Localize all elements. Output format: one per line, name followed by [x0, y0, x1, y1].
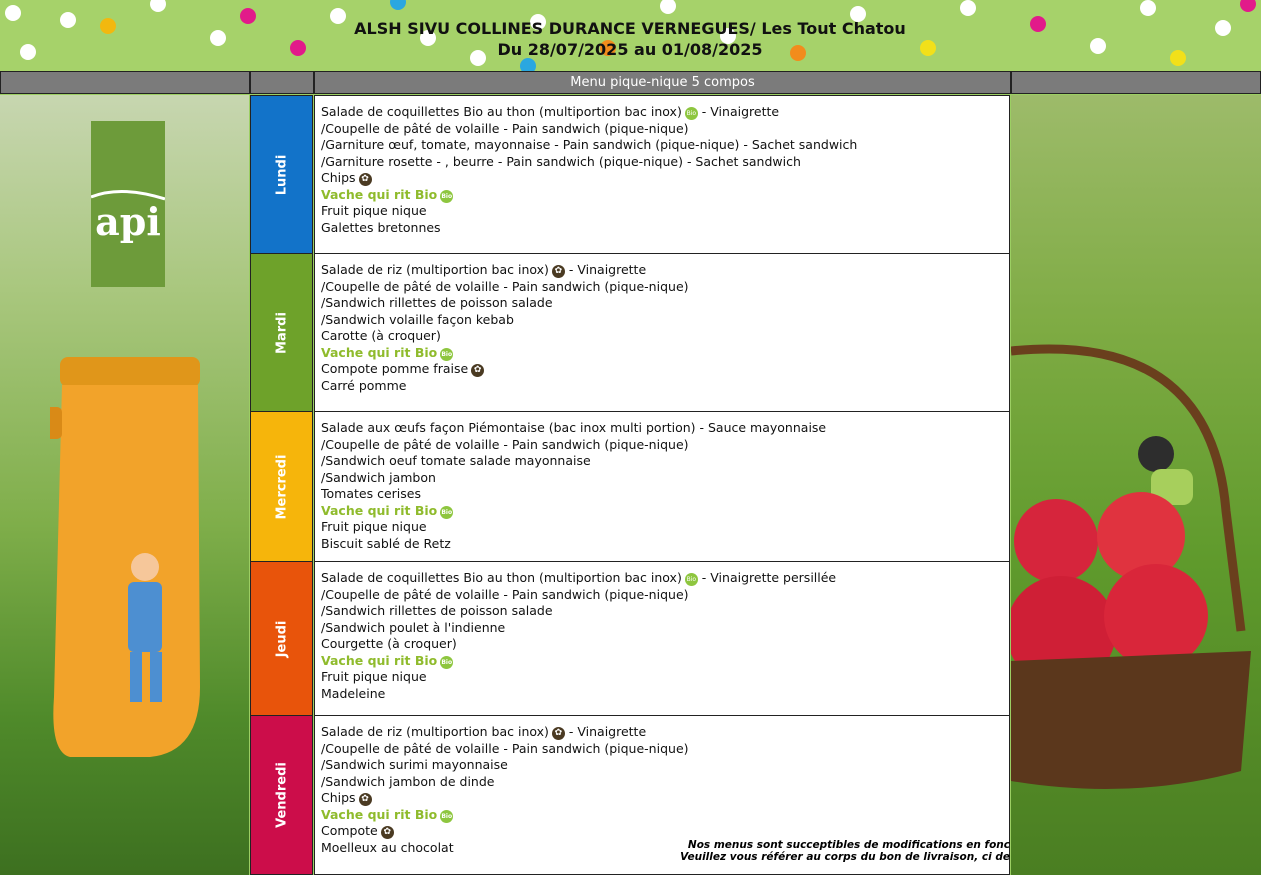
day-label-jeudi: [250, 561, 313, 716]
menu-item-text: Compote: [321, 823, 378, 838]
menu-item-text: Biscuit sablé de Retz: [321, 535, 451, 551]
menu-item: [321, 470, 1009, 487]
footer-note-line-1: Nos menus sont succeptibles de modifications en fonc: [687, 839, 1010, 851]
menu-item-text: /Sandwich surimi mayonnaise: [321, 757, 508, 772]
menu-item: [321, 653, 1009, 670]
menu-item-text: /Coupelle de pâté de volaille - Pain sandwich (pique-nique): [321, 120, 689, 136]
banner-dot: [60, 12, 76, 28]
bio-icon: Bio: [440, 348, 453, 361]
menu-item: [321, 603, 1009, 620]
local-icon: ✿: [552, 727, 565, 740]
menu-item-text: /Sandwich poulet à l'indienne: [321, 619, 506, 635]
menu-item: [321, 420, 1009, 437]
right-photo-panel: [1011, 95, 1261, 875]
menu-item-text: /Garniture œuf, tomate, mayonnaise - Pain sandwich (pique-nique) - Sachet sandwich: [321, 137, 858, 152]
day-name: Mercredi: [274, 454, 289, 519]
menu-item: [321, 345, 1009, 362]
menu-item-suffix: - Vinaigrette persillée: [697, 570, 837, 585]
menu-item: [321, 137, 1009, 154]
page-title: [250, 18, 1010, 60]
menu-item: [321, 437, 1009, 454]
menu-item-text: Salade de coquillettes Bio au thon (multiportion bac inox): [321, 104, 682, 119]
menu-item: [321, 620, 1009, 637]
day-label-vendredi: [250, 715, 313, 875]
banner-dot: [960, 0, 976, 16]
bio-icon: Bio: [685, 107, 698, 120]
menu-item-text: Salade aux œufs façon Piémontaise (bac inox multi portion) - Sauce mayonnaise: [321, 420, 827, 435]
bio-icon: Bio: [685, 573, 698, 586]
menu-item-text: Compote pomme fraise: [321, 361, 469, 376]
api-logo-text: api: [95, 199, 161, 244]
day-name: Jeudi: [274, 620, 289, 657]
rain-boot-illustration: [50, 357, 202, 757]
menu-item: [321, 486, 1009, 503]
menu-item-text: Chips: [321, 170, 356, 185]
menu-item-text: Vache qui rit Bio: [321, 502, 438, 518]
day-label-mardi: [250, 253, 313, 412]
menu-item: [321, 203, 1009, 220]
banner-dot: [1170, 50, 1186, 66]
day-name: Vendredi: [274, 762, 289, 828]
day-label-mercredi: [250, 411, 313, 562]
banner-dot: [390, 0, 406, 10]
menu-item-text: /Coupelle de pâté de volaille - Pain sandwich (pique-nique): [321, 436, 689, 452]
menu-item-text: /Coupelle de pâté de volaille - Pain sandwich (pique-nique): [321, 740, 689, 756]
banner-dot: [5, 5, 21, 21]
menu-cell-mercredi: [314, 411, 1010, 562]
local-icon: ✿: [359, 793, 372, 806]
menu-item: [321, 121, 1009, 138]
banner-dot: [210, 30, 226, 46]
menu-item-text: Carré pomme: [321, 377, 407, 393]
menu-item: [321, 587, 1009, 604]
menu-item-text: Fruit pique nique: [321, 203, 427, 218]
left-photo-panel: [0, 95, 249, 875]
menu-item-text: Vache qui rit Bio: [321, 344, 438, 360]
menu-item: [321, 757, 1009, 774]
menu-item: [321, 361, 1009, 378]
menu-item: [321, 536, 1009, 553]
header-banner: [0, 0, 1261, 71]
menu-item-suffix: - Vinaigrette: [564, 262, 647, 277]
banner-dot: [20, 44, 36, 60]
local-icon: ✿: [471, 364, 484, 377]
banner-dot: [1090, 38, 1106, 54]
apple-basket-illustration: [1011, 331, 1261, 875]
menu-item: [321, 279, 1009, 296]
menu-item-text: /Sandwich volaille façon kebab: [321, 311, 514, 327]
menu-cell-mardi: [314, 253, 1010, 412]
banner-dot: [1030, 16, 1046, 32]
banner-dot: [660, 0, 676, 14]
menu-item-text: Salade de riz (multiportion bac inox): [321, 724, 549, 739]
menu-item-text: Carotte (à croquer): [321, 328, 441, 343]
menu-item: [321, 636, 1009, 653]
menu-item: [321, 187, 1009, 204]
day-label-lundi: [250, 95, 313, 254]
banner-dot: [1140, 0, 1156, 16]
title-line-2: Du 28/07/2025 au 01/08/2025: [497, 40, 763, 59]
menu-item: [321, 724, 1009, 741]
footer-note: [650, 839, 1010, 863]
menu-item: [321, 790, 1009, 807]
menu-item: [321, 154, 1009, 171]
menu-item: [321, 170, 1009, 187]
menu-item: [321, 262, 1009, 279]
day-name: Mardi: [274, 311, 289, 354]
menu-item-text: /Sandwich jambon: [321, 469, 436, 485]
menu-item-text: Galettes bretonnes: [321, 219, 441, 235]
menu-item: [321, 823, 1009, 840]
menu-cell-jeudi: [314, 561, 1010, 716]
menu-item-text: /Coupelle de pâté de volaille - Pain sandwich (pique-nique): [321, 278, 689, 294]
banner-dot: [1240, 0, 1256, 12]
bio-icon: Bio: [440, 190, 453, 203]
local-icon: ✿: [552, 265, 565, 278]
api-logo: [91, 121, 165, 287]
menu-item: [321, 669, 1009, 686]
header-cell-day: [250, 71, 314, 94]
title-line-1: ALSH SIVU COLLINES DURANCE VERNEGUES/ Les Tout Chatou: [354, 19, 906, 38]
menu-item-text: /Sandwich jambon de dinde: [321, 773, 495, 789]
menu-item: [321, 453, 1009, 470]
menu-item-text: Salade de coquillettes Bio au thon (multiportion bac inox): [321, 570, 682, 585]
day-name: Lundi: [274, 154, 289, 195]
menu-item-text: Vache qui rit Bio: [321, 806, 438, 822]
menu-item-text: /Sandwich rillettes de poisson salade: [321, 603, 553, 618]
local-icon: ✿: [381, 826, 394, 839]
menu-item: [321, 807, 1009, 824]
menu-item-text: /Sandwich rillettes de poisson salade: [321, 295, 553, 310]
menu-item: [321, 104, 1009, 121]
menu-item: [321, 378, 1009, 395]
menu-item: [321, 519, 1009, 536]
menu-item-text: Moelleux au chocolat: [321, 839, 454, 855]
menu-item-text: Courgette (à croquer): [321, 636, 457, 651]
local-icon: ✿: [359, 173, 372, 186]
menu-item-text: Madeleine: [321, 685, 386, 701]
menu-item: [321, 741, 1009, 758]
menu-item: [321, 295, 1009, 312]
banner-dot: [100, 18, 116, 34]
menu-item: [321, 312, 1009, 329]
menu-item-suffix: - Vinaigrette: [697, 104, 780, 119]
column-title: Menu pique-nique 5 compos: [314, 71, 1011, 94]
bio-icon: Bio: [440, 656, 453, 669]
banner-dot: [1215, 20, 1231, 36]
menu-item-text: Tomates cerises: [321, 486, 421, 501]
menu-item-text: /Coupelle de pâté de volaille - Pain sandwich (pique-nique): [321, 586, 689, 602]
menu-item: [321, 328, 1009, 345]
menu-item: [321, 570, 1009, 587]
menu-item-text: /Garniture rosette - , beurre - Pain sandwich (pique-nique) - Sachet sandwich: [321, 153, 801, 169]
bio-icon: Bio: [440, 810, 453, 823]
header-cell-left: [0, 71, 250, 94]
menu-item-text: Vache qui rit Bio: [321, 186, 438, 202]
menu-cell-lundi: [314, 95, 1010, 254]
menu-item-text: Vache qui rit Bio: [321, 652, 438, 668]
menu-item: [321, 774, 1009, 791]
menu-item-text: Salade de riz (multiportion bac inox): [321, 262, 549, 277]
menu-item-text: /Sandwich oeuf tomate salade mayonnaise: [321, 453, 591, 468]
menu-item-text: Fruit pique nique: [321, 669, 427, 684]
menu-item: [321, 686, 1009, 703]
menu-item-suffix: - Vinaigrette: [564, 724, 647, 739]
header-cell-right: [1011, 71, 1261, 94]
menu-item-text: Fruit pique nique: [321, 519, 427, 534]
menu-item-text: Chips: [321, 790, 356, 805]
footer-note-line-2: Veuillez vous référer au corps du bon de livraison, ci de: [680, 851, 1010, 863]
menu-item: [321, 503, 1009, 520]
menu-item: [321, 220, 1009, 237]
bio-icon: Bio: [440, 506, 453, 519]
banner-dot: [150, 0, 166, 12]
